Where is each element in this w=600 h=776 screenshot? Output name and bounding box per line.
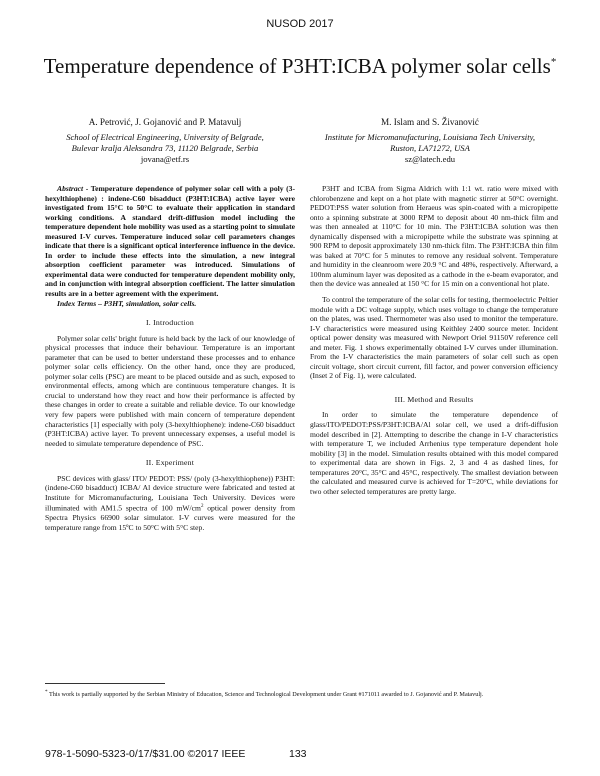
- measurement-paragraph: To control the temperature of the solar cells for testing, thermoelectric Peltier module with a DC voltage supply, which uses voltage to change the temperature on the plates, was used. Thermometer was also used to monitor the temperature. I-V characteristics were measured using Keithley 2400 source meter. Incident optical power density was measured with Newport Oriel 91150V reference cell and meter. Fig. 1 shows experimentally obtained I-V curves under illumination. From the I-V characteristics the main parameters of solar cell such as open circuit voltage, short circuit current, fill factor, and power conversion efficiency (Inset 2 of Fig. 1), were calculated.: [310, 295, 558, 381]
- email-left: jovana@etf.rs: [140, 154, 190, 164]
- footnote-marker: *: [45, 689, 48, 695]
- abstract-text: - Temperature dependence of polymer solar cell with a poly (3- hexylthiophene) : indene-C60 bisadduct (P3HT:ICBA) active layer were investigated from 15°C to 50°C to evaluate their application in standard working conditions. A standard drift-diffusion model including the temperature dependent hole mobility was used as a starting point to simulate measured I-V curves. Temperature induced solar cell parameters changes indicate that there is a significant optical interference influence in the device. In order to include these effects into the simulation, a new integral absorption coefficient parameter was introduced. Simulations of experimental data were conducted for temperature dependent mobility only, and in conjunction with integral absorption coefficient. The latter simulation results are in a better agreement with the experiment.: [45, 184, 295, 299]
- index-terms-text: – P3HT, simulation, solar cells.: [96, 298, 197, 308]
- section-heading-experiment: II. Experiment: [145, 458, 195, 468]
- experiment-text-1: PSC devices with glass/ ITO/ PEDOT: PSS/ (poly (3-hexylthiophene)) P3HT: (indene-C60 bisadduct) ICBA/ Al device structure were fabricated and tested at Institute for Micromanufacturing, Louisiana Tech University. Devices were illuminated with AM1.5 spectra of 100 mW/cm: [45, 473, 295, 513]
- section-heading-method: III. Method and Results: [394, 394, 474, 404]
- email-right: sz@latech.edu: [404, 154, 456, 164]
- title-text: Temperature dependence of P3HT:ICBA polymer solar cells: [43, 54, 551, 78]
- conference-header: NUSOD 2017: [266, 18, 334, 30]
- title-footnote-marker: *: [550, 56, 557, 68]
- abstract: [45, 184, 295, 299]
- abstract-label: Abstract: [57, 184, 84, 193]
- left-column: [45, 184, 295, 533]
- author-names-right: M. Islam and S. Živanović: [381, 117, 479, 127]
- footer-isbn: 978-1-5090-5323-0/17/$31.00 ©2017 IEEE: [45, 748, 246, 760]
- index-terms: [45, 299, 295, 309]
- experiment-paragraph: [45, 474, 295, 533]
- footnote-rule: [45, 683, 165, 684]
- footnote: [45, 688, 558, 699]
- author-block-right: [300, 117, 560, 165]
- experiment-text-2: optical power density from Spectra Physics 66900 solar simulator. I-V curves were measured for the temperature range from 15ºC to 50°C with 5°C step.: [45, 503, 296, 533]
- materials-paragraph: P3HT and ICBA from Sigma Aldrich with 1:1 wt. ratio were mixed with chlorobenzene and kept on a hot plate with magnetic stirrer at 50°C overnight. PEDOT:PSS water solution from Heraeus was spin-coated with a micropipette onto a spinning substrate at 3000 RPM to deposit about 40 nm-thick film and was then annealed at 110°C for 10 min. The P3HT:ICBA solution was then dynamically dispensed with a micropipette while the substrate was spinning at 900 RPM to deposit approximately 130 nm-thick film. The P3HT:ICBA thin film was baked at 70°C for 5 minutes to remove any residual solvent. Temperature and humidity in the cleanroom were 20.9 °C and 48%, respectively. Afterward, a 100nm aluminum layer was deposited as a cathode in the e-beam evaporator, and then the device was annealed at 150 °C for 15 min on a conventional hot plate.: [310, 184, 558, 289]
- paper-title: [40, 50, 560, 78]
- author-block-left: [40, 117, 290, 165]
- method-paragraph: In order to simulate the temperature dependence of glass/ITO/PEDOT:PSS/P3HT:ICBA/Al solar cell, we used a drift-diffusion model described in [2]. Attempting to describe the change in I-V characteristics with temperature T, we included Arrhenius type temperature dependent hole mobility [3] in the model. Simulation results obtained with this model compared to experimental data are shown in Figs. 2, 3 and 4 as dashed lines, for temperatures 20°C, 35°C and 45°C, respectively. The smallest deviation between the calculated and measured curve is achieved for T=20°C, while deviations for two other selected temperatures are pretty large.: [310, 410, 558, 496]
- affiliation-right-2: Ruston, LA71272, USA: [390, 143, 470, 153]
- affiliation-right-1: Institute for Micromanufacturing, Louisiana Tech University,: [324, 132, 536, 142]
- index-terms-label: Index Terms: [57, 298, 97, 308]
- affiliation-left-2: Bulevar kralja Aleksandra 73, 11120 Belgrade, Serbia: [71, 143, 259, 153]
- experiment-superscript: 2: [200, 504, 204, 510]
- author-names-left: A. Petrović, J. Gojanović and P. Matavulj: [88, 117, 242, 127]
- section-heading-introduction: I. Introduction: [145, 318, 195, 328]
- right-column: [310, 184, 558, 496]
- footnote-text: This work is partially supported by the Serbian Ministry of Education, Science and Technological Development under Grant #171011 awarded to J. Gojanović and P. Matavulj.: [47, 691, 484, 699]
- introduction-paragraph: Polymer solar cells' bright future is held back by the lack of our knowledge of physical processes that induce their behaviour. Temperature is an important parameter that can be used to better understand these processes and to enhance polymer solar cells efficiency. On the other hand, once they are produced, polymer solar cells (PSC) are meant to be placed outside and as such, exposed to environmental effects, among which are continuous temperature changes. It is crucial to understand how they react and how their performance is affected by these changes in order to create a suitable and reliable device. To our knowledge very few papers were published with main concern of temperature dependent characteristics [1] especially with poly (3-hexylthiophene): indene-C60 bisadduct (P3HT:ICBA) active layer. To prevent unnecessary expenses, a useful model is needed to simulate temperature dependence of PSC.: [45, 333, 295, 448]
- affiliation-left-1: School of Electrical Engineering, University of Belgrade,: [66, 132, 264, 142]
- page-number: 133: [289, 748, 307, 760]
